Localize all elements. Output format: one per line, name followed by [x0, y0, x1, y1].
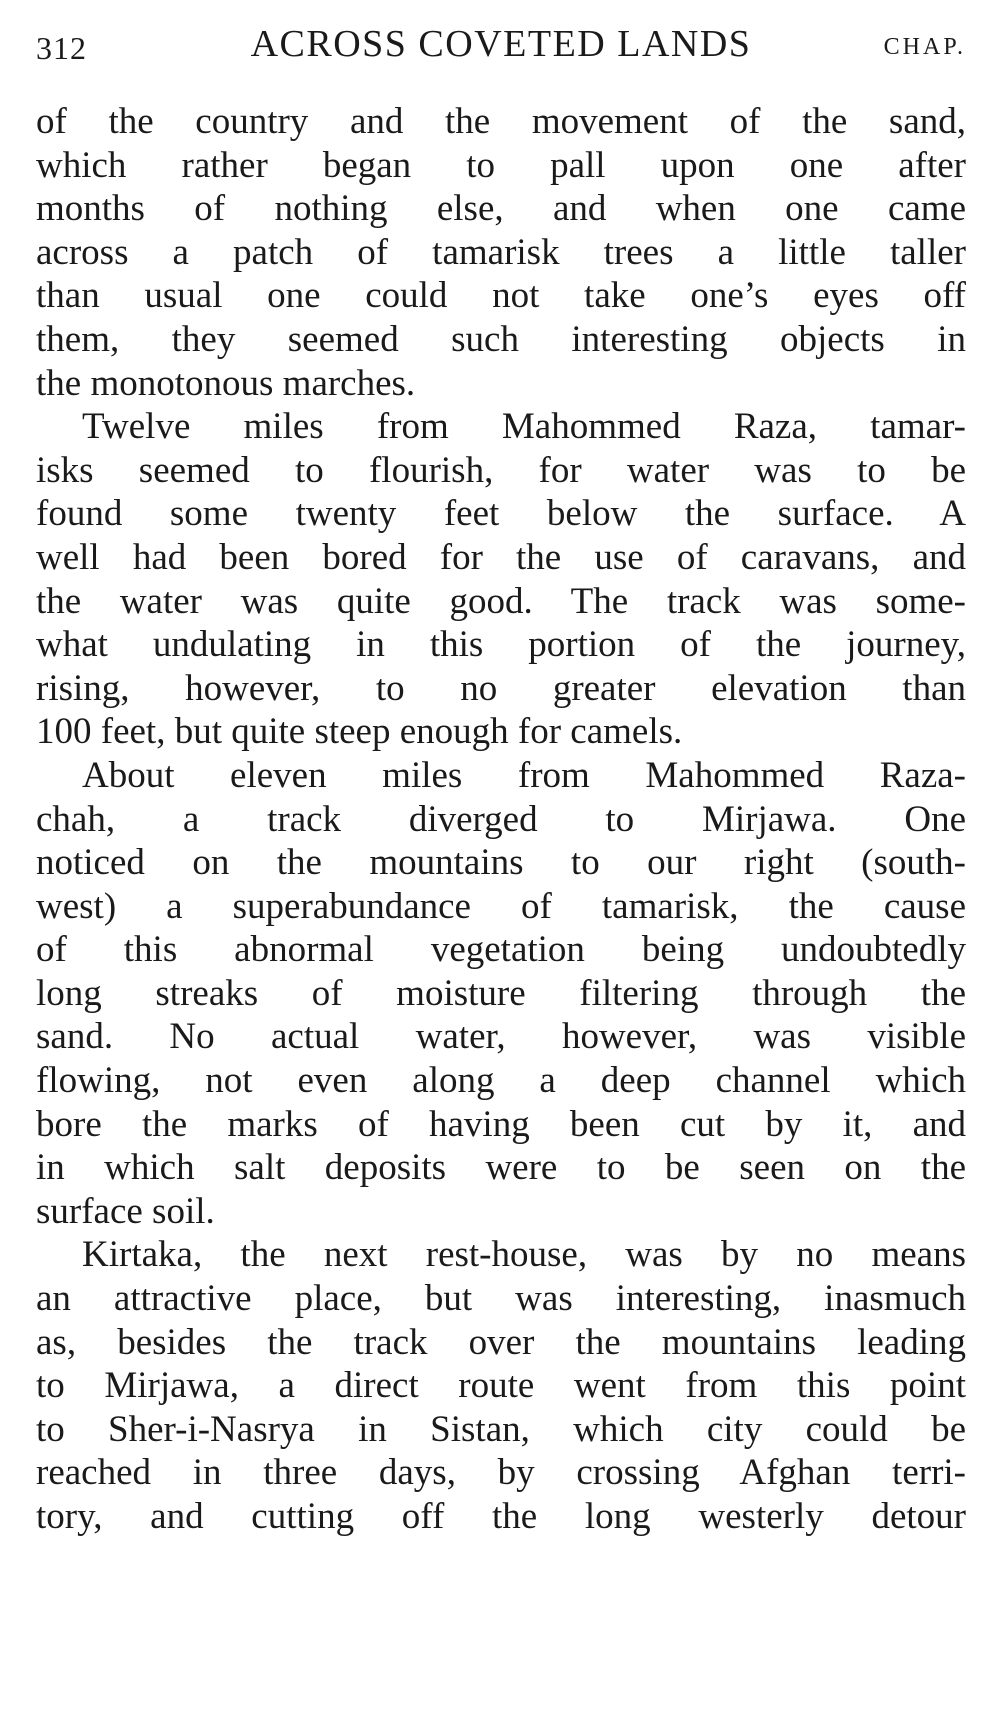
text-line: rising, however, to no greater elevation than: [36, 667, 966, 709]
paragraph: [36, 754, 966, 1234]
text-line: than usual one could not take one’s eyes off: [36, 275, 966, 317]
text-line: reached in three days, by crossing Afghan terri-: [36, 1452, 966, 1494]
chapter-label: CHAP.: [883, 34, 966, 60]
page-number: 312: [36, 30, 87, 66]
text-line: chah, a track diverged to Mirjawa. One: [36, 798, 966, 840]
text-line: as, besides the track over the mountains leading: [36, 1321, 966, 1363]
text-line: tory, and cutting off the long westerly detour: [36, 1496, 966, 1537]
text-line: months of nothing else, and when one came: [36, 188, 966, 230]
text-line: flowing, not even along a deep channel which: [36, 1060, 966, 1102]
paragraph: [36, 100, 966, 405]
text-line: of this abnormal vegetation being undoubtedly: [36, 929, 966, 971]
text-line: the monotonous marches.: [36, 362, 416, 404]
body-text: [36, 100, 966, 1539]
text-line: 100 feet, but quite steep enough for camels.: [36, 711, 683, 753]
text-line: an attractive place, but was interesting, inasmuch: [36, 1278, 966, 1320]
text-line: long streaks of moisture filtering through the: [36, 972, 966, 1014]
book-page: [36, 0, 966, 1710]
running-head: [36, 22, 966, 72]
text-line: in which salt deposits were to be seen on the: [36, 1147, 966, 1189]
text-line: them, they seemed such interesting objects in: [36, 318, 966, 360]
paragraph: [36, 1233, 966, 1538]
text-line: sand. No actual water, however, was visible: [36, 1016, 966, 1058]
text-line: noticed on the mountains to our right (south-: [36, 842, 966, 884]
text-line: to Mirjawa, a direct route went from this point: [36, 1365, 966, 1407]
text-line: well had been bored for the use of caravans, and: [36, 536, 966, 578]
text-line: Twelve miles from Mahommed Raza, tamar-: [82, 406, 966, 448]
text-line: of the country and the movement of the sand,: [36, 101, 966, 142]
text-line: the water was quite good. The track was some-: [36, 580, 966, 622]
paragraph: [36, 405, 966, 754]
text-line: which rather began to pall upon one after: [36, 144, 966, 186]
text-line: surface soil.: [36, 1190, 215, 1232]
text-line: isks seemed to flourish, for water was to be: [36, 449, 966, 491]
running-title: ACROSS COVETED LANDS: [250, 23, 752, 65]
text-line: to Sher-i-Nasrya in Sistan, which city could be: [36, 1408, 966, 1450]
text-line: bore the marks of having been cut by it, and: [36, 1103, 966, 1145]
text-line: found some twenty feet below the surface. A: [36, 493, 966, 535]
text-line: west) a superabundance of tamarisk, the cause: [36, 885, 966, 927]
text-line: what undulating in this portion of the journey,: [36, 624, 966, 666]
text-line: Kirtaka, the next rest-house, was by no means: [82, 1234, 966, 1276]
text-line: About eleven miles from Mahommed Raza-: [82, 754, 966, 796]
text-line: across a patch of tamarisk trees a little taller: [36, 231, 966, 273]
